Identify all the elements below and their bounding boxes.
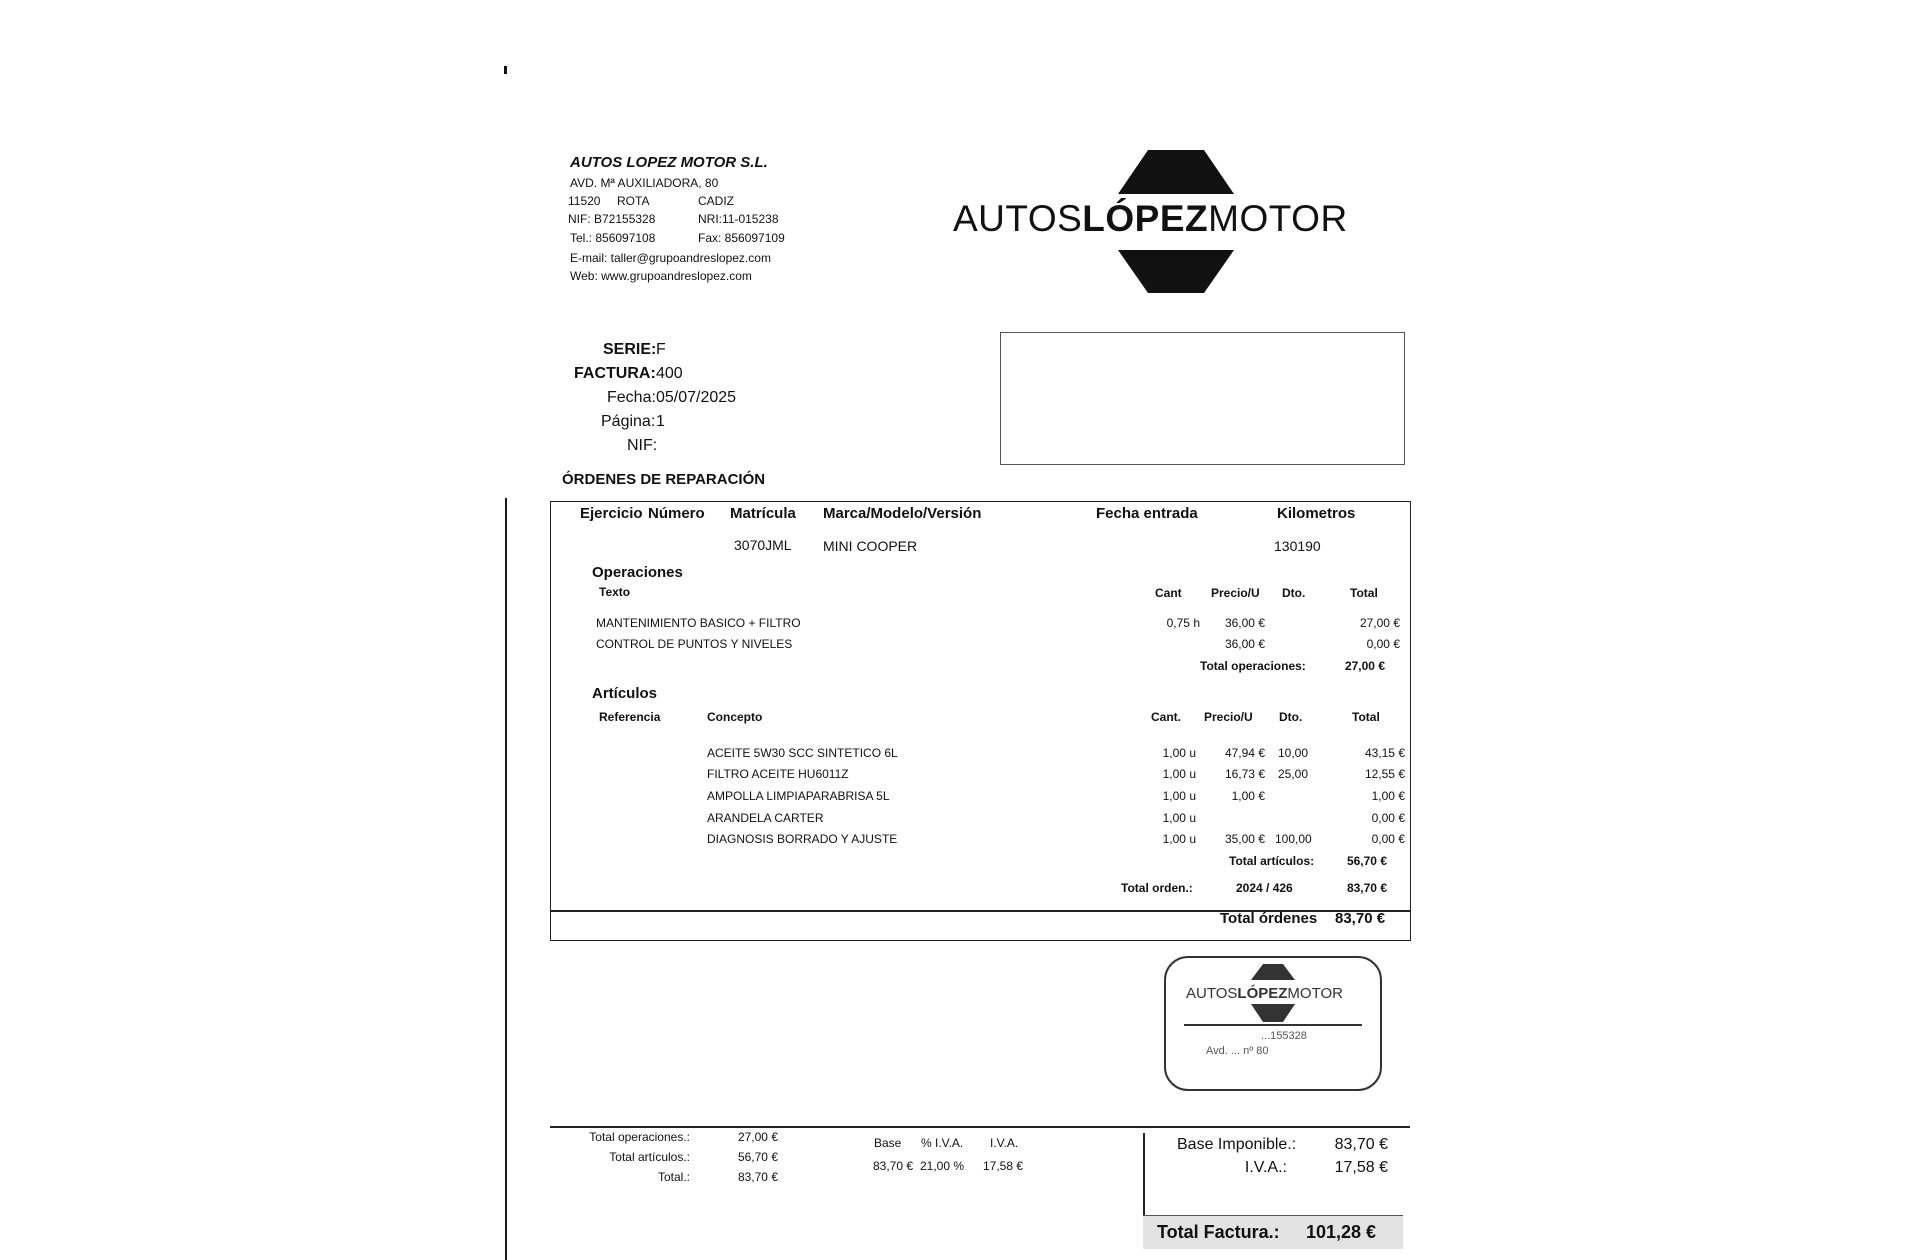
total-ordenes-label: Total órdenes xyxy=(1220,910,1318,927)
op-row-precio: 36,00 € xyxy=(1224,616,1265,630)
op-col-precio: Precio/U xyxy=(1211,586,1260,600)
company-web: Web: www.grupoandreslopez.com xyxy=(570,269,752,283)
col-marca: Marca/Modelo/Versión xyxy=(823,505,982,522)
fecha-value: 05/07/2025 xyxy=(656,389,737,406)
section-title: ÓRDENES DE REPARACIÓN xyxy=(562,471,766,488)
op-row-texto: MANTENIMIENTO BASICO + FILTRO xyxy=(596,616,801,630)
footer-base-value: 83,70 € xyxy=(873,1159,914,1173)
vehicle-modelo: MINI COOPER xyxy=(823,538,918,554)
col-kilometros: Kilometros xyxy=(1277,505,1356,522)
vehicle-matricula: 3070JML xyxy=(734,537,792,553)
art-row-dto: 10,00 xyxy=(1278,746,1309,760)
pagina-value: 1 xyxy=(656,413,665,430)
company-nif: NIF: B72155328 xyxy=(568,212,656,226)
footer-tot-art-value: 56,70 € xyxy=(737,1150,778,1164)
art-row-dto: 100,00 xyxy=(1275,832,1312,846)
art-col-total: Total xyxy=(1352,710,1380,724)
company-logo: AUTOSLÓPEZMOTOR xyxy=(953,198,1348,239)
footer-total-label: Total.: xyxy=(657,1170,690,1184)
art-row-precio: 1,00 € xyxy=(1231,789,1265,803)
serie-value: F xyxy=(656,341,666,358)
art-row-concepto: FILTRO ACEITE HU6011Z xyxy=(707,767,849,781)
total-orden-value: 83,70 € xyxy=(1346,881,1387,895)
art-col-referencia: Referencia xyxy=(599,710,661,724)
art-row-total: 1,00 € xyxy=(1371,789,1405,803)
total-orden-number: 2024 / 426 xyxy=(1236,881,1293,895)
articulos-title: Artículos xyxy=(592,685,658,702)
company-tel: Tel.: 856097108 xyxy=(570,231,656,245)
op-col-texto: Texto xyxy=(599,585,631,599)
nif-label: NIF: xyxy=(627,437,658,454)
iva-label: I.V.A.: xyxy=(1244,1159,1287,1176)
op-row-cant: 0,75 h xyxy=(1166,616,1200,630)
op-row-total: 27,00 € xyxy=(1359,616,1400,630)
art-row-total: 0,00 € xyxy=(1371,811,1405,825)
op-col-total: Total xyxy=(1350,586,1378,600)
art-row-precio: 16,73 € xyxy=(1224,767,1265,781)
stamp-divider xyxy=(1184,1024,1362,1026)
art-col-precio: Precio/U xyxy=(1204,710,1253,724)
company-city: ROTA xyxy=(617,194,650,208)
art-row-cant: 1,00 u xyxy=(1162,811,1196,825)
op-col-dto: Dto. xyxy=(1282,586,1306,600)
art-row-concepto: AMPOLLA LIMPIAPARABRISA 5L xyxy=(707,789,890,803)
footer-iva-value: 17,58 € xyxy=(983,1159,1024,1173)
iva-value: 17,58 € xyxy=(1334,1159,1388,1176)
company-nri: NRI:11-015238 xyxy=(698,212,779,226)
art-total-value: 56,70 € xyxy=(1346,854,1387,868)
company-province: CADIZ xyxy=(698,194,734,208)
op-total-label: Total operaciones: xyxy=(1200,659,1306,673)
company-address: AVD. Mª AUXILIADORA, 80 xyxy=(570,176,719,190)
company-zip: 11520 xyxy=(568,194,601,208)
art-col-dto: Dto. xyxy=(1279,710,1303,724)
op-row-texto: CONTROL DE PUNTOS Y NIVELES xyxy=(596,637,793,651)
scan-mark xyxy=(504,66,507,74)
factura-value: 400 xyxy=(656,365,683,382)
footer-iva-pct-header: % I.V.A. xyxy=(921,1136,964,1150)
art-row-precio: 47,94 € xyxy=(1224,746,1265,760)
art-row-concepto: ACEITE 5W30 SCC SINTETICO 6L xyxy=(707,746,898,760)
serie-label: SERIE: xyxy=(603,341,657,358)
footer-base-header: Base xyxy=(874,1136,902,1150)
company-name: AUTOS LOPEZ MOTOR S.L. xyxy=(570,154,768,171)
art-total-label: Total artículos: xyxy=(1229,854,1315,868)
total-factura-label: Total Factura.: xyxy=(1157,1222,1280,1242)
art-row-cant: 1,00 u xyxy=(1162,832,1196,846)
total-orden-label: Total orden.: xyxy=(1121,881,1193,895)
pagina-label: Página: xyxy=(601,413,656,430)
footer-top-line xyxy=(550,1126,1410,1128)
op-row-precio: 36,00 € xyxy=(1224,637,1265,651)
art-row-cant: 1,00 u xyxy=(1162,746,1196,760)
col-matricula: Matrícula xyxy=(730,505,796,522)
art-row-dto: 25,00 xyxy=(1278,767,1309,781)
company-stamp xyxy=(1164,956,1382,1091)
col-ejercicio: Ejercicio xyxy=(580,505,643,522)
operaciones-title: Operaciones xyxy=(592,564,683,581)
art-row-concepto: ARANDELA CARTER xyxy=(707,811,824,825)
art-col-concepto: Concepto xyxy=(707,710,763,724)
art-row-precio: 35,00 € xyxy=(1224,832,1265,846)
page-edge-line xyxy=(505,498,507,1260)
art-col-cant: Cant. xyxy=(1151,710,1181,724)
col-numero: Número xyxy=(648,505,705,522)
company-email: E-mail: taller@grupoandreslopez.com xyxy=(570,251,771,265)
footer-tot-art-label: Total artículos.: xyxy=(609,1150,690,1164)
stamp-address-text: Avd. ... nº 80 xyxy=(1206,1045,1269,1057)
footer-total-value: 83,70 € xyxy=(737,1170,778,1184)
stamp-logo-text: AUTOSLÓPEZMOTOR xyxy=(1186,985,1343,1002)
art-row-cant: 1,00 u xyxy=(1162,789,1196,803)
total-ordenes-value: 83,70 € xyxy=(1335,910,1386,927)
total-factura-value: 101,28 € xyxy=(1306,1222,1377,1242)
art-row-total: 12,55 € xyxy=(1364,767,1405,781)
art-row-cant: 1,00 u xyxy=(1162,767,1196,781)
art-row-total: 43,15 € xyxy=(1364,746,1405,760)
stamp-nif-text: ...155328 xyxy=(1261,1030,1307,1042)
op-total-value: 27,00 € xyxy=(1344,659,1385,673)
op-col-cant: Cant xyxy=(1155,586,1182,600)
factura-label: FACTURA: xyxy=(574,365,656,382)
art-row-concepto: DIAGNOSIS BORRADO Y AJUSTE xyxy=(707,832,898,846)
footer-iva-pct-value: 21,00 % xyxy=(920,1159,965,1173)
col-fecha-entrada: Fecha entrada xyxy=(1096,505,1198,522)
footer-tot-op-value: 27,00 € xyxy=(737,1130,778,1144)
art-row-total: 0,00 € xyxy=(1371,832,1405,846)
fecha-label: Fecha: xyxy=(607,389,656,406)
footer-iva-header: I.V.A. xyxy=(990,1136,1019,1150)
op-row-total: 0,00 € xyxy=(1366,637,1400,651)
base-imponible-value: 83,70 € xyxy=(1334,1136,1388,1153)
customer-address-box xyxy=(1000,332,1405,465)
company-fax: Fax: 856097109 xyxy=(698,231,785,245)
base-imponible-label: Base Imponible.: xyxy=(1177,1136,1297,1153)
footer-tot-op-label: Total operaciones.: xyxy=(589,1130,690,1144)
vehicle-km: 130190 xyxy=(1274,538,1321,554)
